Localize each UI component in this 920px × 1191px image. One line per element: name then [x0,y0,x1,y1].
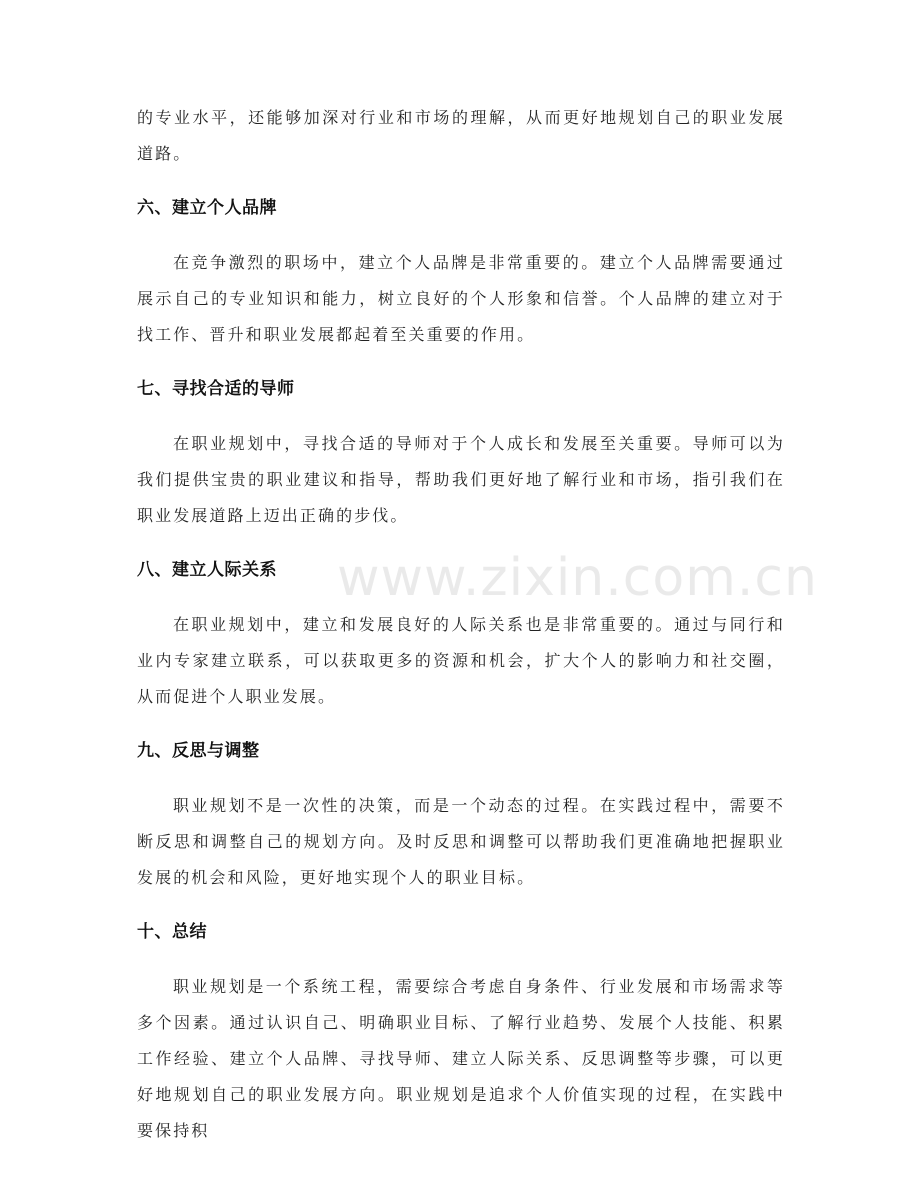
section-body-9: 职业规划不是一次性的决策，而是一个动态的过程。在实践过程中，需要不断反思和调整自己的规划方向。及时反思和调整可以帮助我们更准确地把握职业发展的机会和风险，更好地实现个人的职业目标。 [137,796,785,887]
section-heading-8: 八、建立人际关系 [137,560,277,580]
section-body-8: 在职业规划中，建立和发展良好的人际关系也是非常重要的。通过与同行和业内专家建立联系，可以获取更多的资源和机会，扩大个人的影响力和社交圈，从而促进个人职业发展。 [137,615,785,706]
section-body-6: 在竞争激烈的职场中，建立个人品牌是非常重要的。建立个人品牌需要通过展示自己的专业知识和能力，树立良好的个人形象和信誉。个人品牌的建立对于找工作、晋升和职业发展都起着至关重要的作用。 [137,253,785,344]
intro-paragraph: 的专业水平，还能够加深对行业和市场的理解，从而更好地规划自己的职业发展道路。 [137,108,785,163]
document-page [137,100,785,1149]
section-body-7: 在职业规划中，寻找合适的导师对于个人成长和发展至关重要。导师可以为我们提供宝贵的职业建议和指导，帮助我们更好地了解行业和市场，指引我们在职业发展道路上迈出正确的步伐。 [137,434,785,525]
watermark: www.zixin.com.cn [337,548,818,608]
section-heading-10: 十、总结 [137,922,207,942]
section-heading-6: 六、建立个人品牌 [137,198,277,218]
section-heading-9: 九、反思与调整 [137,741,260,761]
section-heading-7: 七、寻找合适的导师 [137,379,295,399]
section-body-10: 职业规划是一个系统工程，需要综合考虑自身条件、行业发展和市场需求等多个因素。通过认识自己、明确职业目标、了解行业趋势、发展个人技能、积累工作经验、建立个人品牌、寻找导师、建立人际关系、反思调整等步骤，可以更好地规划自己的职业发展方向。职业规划是追求个人价值实现的过程，在实践中要保持积 [137,977,785,1140]
